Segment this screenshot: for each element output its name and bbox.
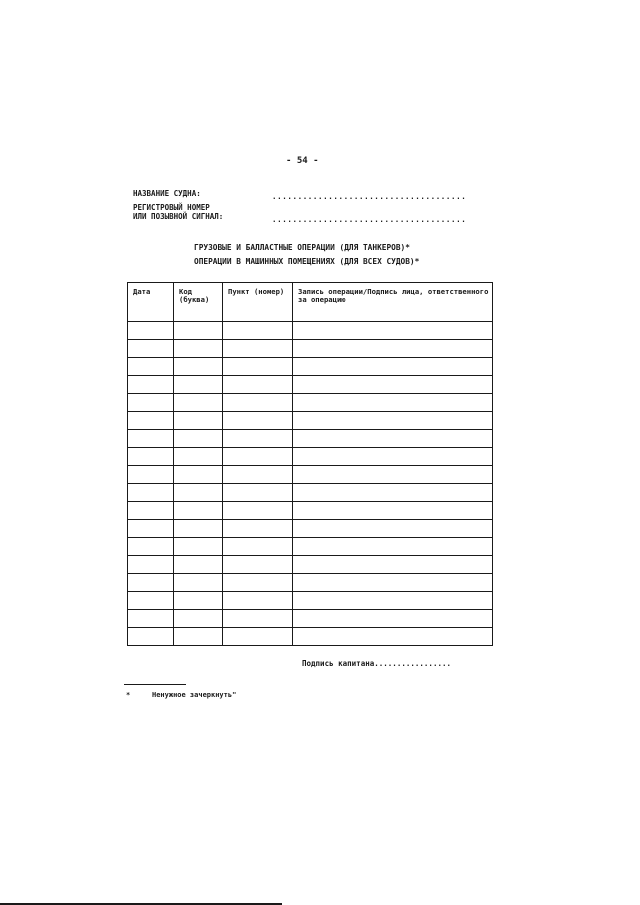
column-header-code: Код (буква) — [174, 283, 223, 322]
footnote-text: Ненужное зачеркнуть" — [152, 691, 237, 699]
table-row — [128, 466, 493, 484]
table-cell — [223, 358, 293, 376]
table-cell — [174, 538, 223, 556]
captain-signature-line: Подпись капитана................. — [302, 659, 452, 668]
table-row — [128, 412, 493, 430]
table-cell — [223, 628, 293, 646]
table-cell — [223, 412, 293, 430]
table-cell — [293, 520, 493, 538]
operations-log-table — [127, 282, 493, 646]
column-header-record: Запись операции/Подпись лица, ответственного за операцию — [293, 283, 493, 322]
reg-number-label-line1: РЕГИСТРОВЫЙ НОМЕР — [133, 203, 210, 212]
table-cell — [128, 502, 174, 520]
table-row — [128, 484, 493, 502]
table-cell — [174, 574, 223, 592]
table-cell — [223, 556, 293, 574]
table-cell — [128, 358, 174, 376]
table-row — [128, 322, 493, 340]
table-row — [128, 520, 493, 538]
table-cell — [128, 538, 174, 556]
table-row — [128, 448, 493, 466]
table-cell — [223, 322, 293, 340]
table-cell — [174, 358, 223, 376]
table-cell — [293, 358, 493, 376]
table-cell — [174, 502, 223, 520]
heading-cargo-operations: ГРУЗОВЫЕ И БАЛЛАСТНЫЕ ОПЕРАЦИИ (ДЛЯ ТАНКЕРОВ)* — [194, 243, 410, 252]
table-cell — [223, 376, 293, 394]
table-cell — [293, 556, 493, 574]
table-cell — [293, 340, 493, 358]
table-cell — [293, 322, 493, 340]
table-row — [128, 574, 493, 592]
table-row — [128, 628, 493, 646]
table-cell — [128, 322, 174, 340]
table-cell — [174, 466, 223, 484]
table-cell — [223, 610, 293, 628]
table-cell — [293, 574, 493, 592]
table-cell — [128, 340, 174, 358]
table-row — [128, 592, 493, 610]
table-cell — [128, 430, 174, 448]
table-row — [128, 376, 493, 394]
table-cell — [174, 376, 223, 394]
table-cell — [174, 430, 223, 448]
footnote-mark: * — [126, 691, 131, 699]
table-cell — [128, 376, 174, 394]
column-header-date: Дата — [128, 283, 174, 322]
table-cell — [223, 574, 293, 592]
ship-name-label: НАЗВАНИЕ СУДНА: — [133, 189, 201, 198]
table-cell — [223, 394, 293, 412]
table-cell — [223, 466, 293, 484]
table-cell — [128, 484, 174, 502]
table-cell — [223, 520, 293, 538]
table-cell — [128, 448, 174, 466]
table-cell — [293, 592, 493, 610]
table-cell — [174, 520, 223, 538]
table-cell — [128, 556, 174, 574]
table-cell — [293, 412, 493, 430]
table-cell — [128, 592, 174, 610]
table-cell — [223, 340, 293, 358]
heading-machinery-operations: ОПЕРАЦИИ В МАШИННЫХ ПОМЕЩЕНИЯХ (ДЛЯ ВСЕХ СУДОВ)* — [194, 257, 420, 266]
table-cell — [223, 502, 293, 520]
table-row — [128, 394, 493, 412]
table-cell — [128, 466, 174, 484]
table-cell — [174, 484, 223, 502]
table-cell — [128, 394, 174, 412]
table-row — [128, 502, 493, 520]
table-row — [128, 358, 493, 376]
table-cell — [174, 628, 223, 646]
table-header-row — [128, 283, 493, 322]
table-cell — [293, 430, 493, 448]
table-cell — [293, 538, 493, 556]
table-cell — [128, 520, 174, 538]
table-cell — [174, 448, 223, 466]
table-cell — [223, 592, 293, 610]
reg-number-label-line2: ИЛИ ПОЗЫВНОЙ СИГНАЛ: — [133, 212, 224, 221]
table-cell — [293, 628, 493, 646]
table-cell — [293, 466, 493, 484]
table-cell — [128, 610, 174, 628]
table-cell — [293, 610, 493, 628]
table-cell — [293, 484, 493, 502]
table-cell — [128, 628, 174, 646]
table-cell — [293, 394, 493, 412]
table-cell — [174, 556, 223, 574]
footnote-divider — [124, 684, 186, 685]
table-row — [128, 556, 493, 574]
table-cell — [174, 394, 223, 412]
table-cell — [293, 502, 493, 520]
table-cell — [128, 574, 174, 592]
table-cell — [223, 430, 293, 448]
page-number: - 54 - — [286, 156, 319, 166]
reg-number-field: ...................................... — [272, 215, 467, 224]
table-cell — [174, 340, 223, 358]
table-cell — [174, 412, 223, 430]
table-cell — [293, 448, 493, 466]
table-cell — [174, 592, 223, 610]
table-cell — [223, 484, 293, 502]
table-row — [128, 538, 493, 556]
ship-name-field: ...................................... — [272, 192, 467, 201]
column-header-item: Пункт (номер) — [223, 283, 293, 322]
table-cell — [174, 610, 223, 628]
table-row — [128, 610, 493, 628]
table-cell — [174, 322, 223, 340]
table-row — [128, 430, 493, 448]
table-cell — [223, 448, 293, 466]
table-cell — [128, 412, 174, 430]
table-row — [128, 340, 493, 358]
table-cell — [293, 376, 493, 394]
table-cell — [223, 538, 293, 556]
